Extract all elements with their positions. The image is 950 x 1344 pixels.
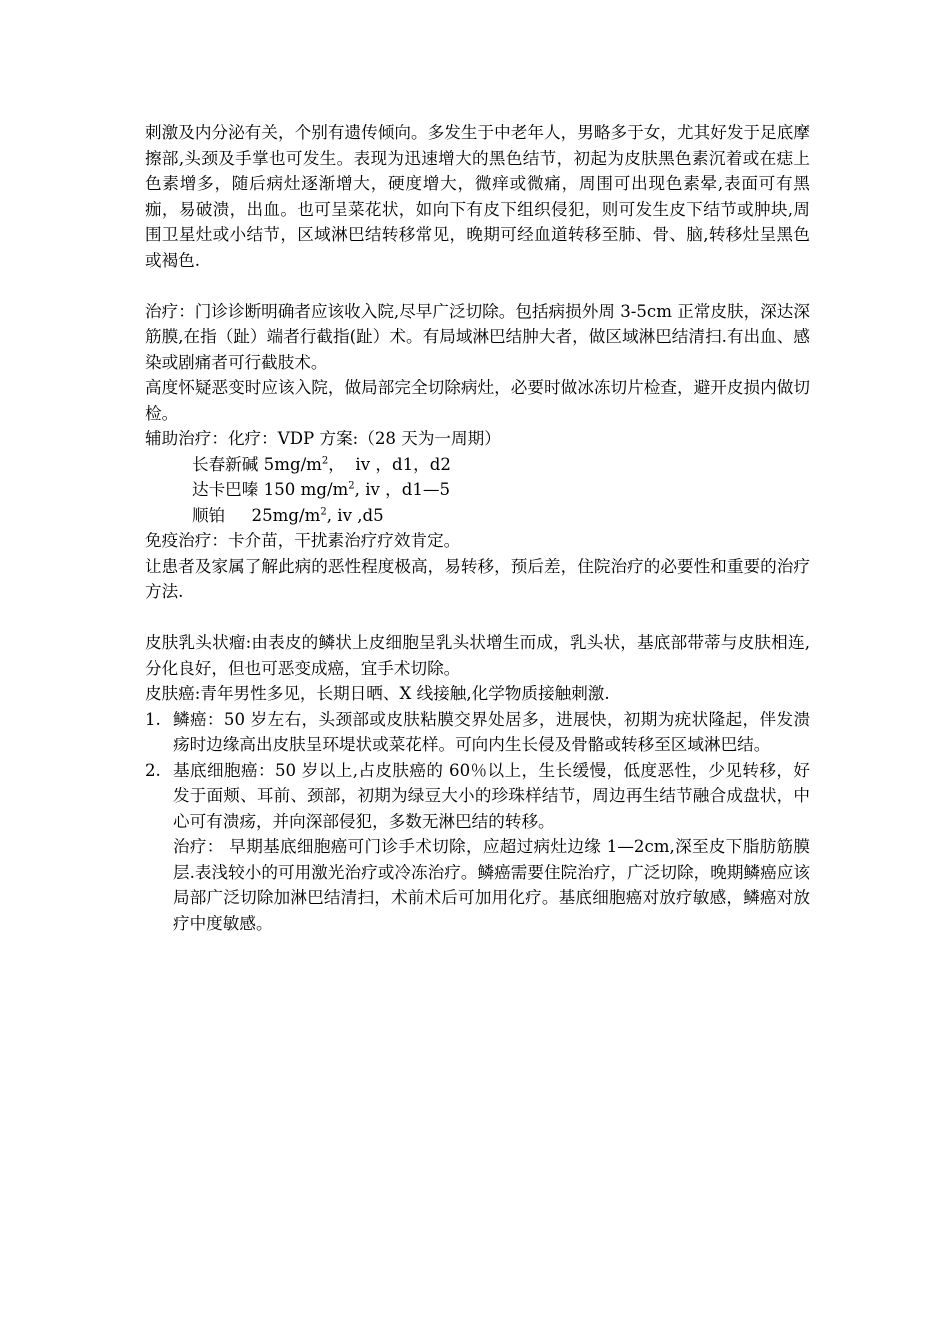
suspicion-paragraph: 高度怀疑恶变时应该入院，做局部完全切除病灶，必要时做冰冻切片检查，避开皮损内做切检。: [145, 378, 810, 423]
superscript: 2: [348, 480, 355, 492]
superscript: 2: [320, 505, 327, 517]
final-treatment-paragraph: 治疗： 早期基底细胞癌可门诊手术切除，应超过病灶边缘 1—2cm,深至皮下脂肪筋膜层.表浅较小的可用激光治疗或冷冻治疗。鳞癌需要住院治疗，广泛切除，晚期鳞癌应该局部广泛切除加淋巴结清扫，术前术后可加用化疗。基底细胞癌对放疗敏感，鳞癌对放疗中度敏感。: [173, 837, 810, 933]
regimen-line-vincristine: [145, 452, 810, 478]
regimen-line-cisplatin: [145, 503, 810, 529]
paragraph-gap: [145, 605, 810, 631]
skin-cancer-intro: 皮肤癌:青年男性多见，长期日晒、X 线接触,化学物质接触刺激.: [145, 684, 610, 703]
list-text: 鳞癌：50 岁左右，头颈部或皮肤粘膜交界处居多，进展快，初期为疣状隆起，伴发溃疡时边缘高出皮肤呈环堤状或菜花样。可向内生长侵及骨骼或转移至区域淋巴结。: [173, 709, 810, 754]
regimen-line-dacarbazine: [145, 477, 810, 503]
regimen-drug-dose: 顺铂 25mg/m: [192, 505, 321, 525]
document-page: [145, 120, 810, 936]
regimen-route-days: , iv ，d1—5: [354, 480, 451, 499]
papilloma-paragraph: 皮肤乳头状瘤:由表皮的鳞状上皮细胞呈乳头状增生而成，乳头状，基底部带蒂与皮肤相连,分化良好，但也可恶变成癌，宜手术切除。: [145, 633, 810, 678]
regimen-route-days: , iv ,d5: [326, 505, 384, 525]
regimen-route-days: ， iv ，d1，d2: [328, 454, 451, 474]
paragraph-gap: [145, 273, 810, 299]
list-number: 1.: [145, 709, 161, 729]
superscript: 2: [321, 454, 329, 466]
intro-paragraph: 刺激及内分泌有关，个别有遗传倾向。多发生于中老年人，男略多于女，尤其好发于足底摩擦部,头颈及手掌也可发生。表现为迅速增大的黑色结节，初起为皮肤黑色素沉着或在痣上色素增多，随后病灶逐渐增大，硬度增大，微痒或微痛，周围可出现色素晕,表面可有黑痂，易破溃，出血。也可呈菜花状，如向下有皮下组织侵犯，则可发生皮下结节或肿块,周围卫星灶或小结节，区域淋巴结转移常见，晚期可经血道转移至肺、骨、脑,转移灶呈黑色或褐色.: [145, 123, 810, 270]
adjuvant-heading: 辅助治疗：化疗：VDP 方案:（28 天为一周期）: [145, 429, 501, 448]
list-text: 基底细胞癌：50 岁以上,占皮肤癌的 60％以上，生长缓慢，低度恶性，少见转移，好发于面颊、耳前、颈部，初期为绿豆大小的珍珠样结节，周边再生结节融合成盘状，中心可有溃疡，并向深部侵犯，多数无淋巴结的转移。: [173, 760, 810, 831]
list-item: [145, 707, 810, 758]
list-number: 2.: [145, 760, 161, 780]
treatment-paragraph: 治疗：门诊诊断明确者应该收入院,尽早广泛切除。包括病损外周 3-5cm 正常皮肤，深达深筋膜,在指（趾）端者行截指(趾）术。有局域淋巴结肿大者，做区域淋巴结清扫.有出血、感染或剧痛者可行截肢术。: [145, 301, 810, 372]
patient-info-paragraph: 让患者及家属了解此病的恶性程度极高，易转移，预后差，住院治疗的必要性和重要的治疗方法.: [145, 556, 810, 601]
regimen-drug-dose: 达卡巴嗪 150 mg/m: [192, 480, 349, 499]
immunotherapy-paragraph: 免疫治疗：卡介苗，干扰素治疗疗效肯定。: [145, 531, 461, 550]
regimen-drug-dose: 长春新碱 5mg/m: [192, 454, 322, 474]
skin-cancer-list: [145, 707, 810, 835]
list-item: [145, 758, 810, 835]
